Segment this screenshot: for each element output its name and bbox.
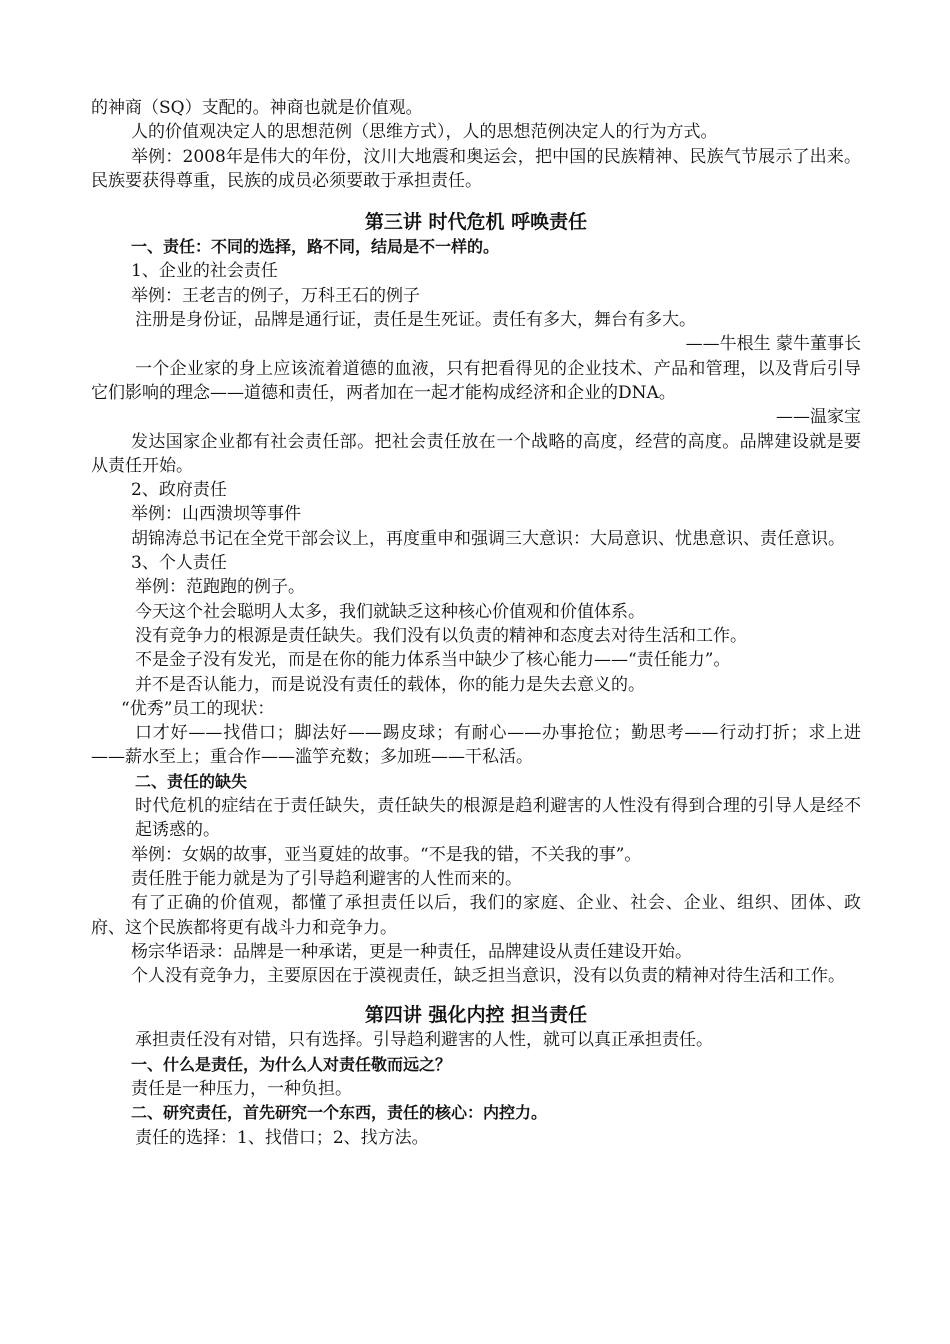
- company-example: 举例：王老吉的例子，万科王石的例子: [131, 285, 420, 306]
- today-society: 今天这个社会聪明人太多，我们就缺乏这种核心价值观和价值体系。: [135, 601, 645, 622]
- personal-responsibility: 3、个人责任: [131, 553, 227, 574]
- staff-behaviour-list: 口才好——找借口；脚法好——踢皮球；有耐心——办事抢位；勤思考——行动打折；求上进——薪水至上；重合作——滥竽充数；多加班——干私活。: [91, 723, 861, 768]
- lecture-4-intro: 承担责任没有对错，只有选择。引导趋利避害的人性，就可以真正承担责任。: [135, 1030, 713, 1051]
- lecture-3-title: 第三讲 时代危机 呼唤责任: [364, 211, 588, 234]
- intro-line-1: 的神商（SQ）支配的。神商也就是价值观。: [91, 98, 423, 118]
- root-cause: 没有竞争力的根源是责任缺失。我们没有以负责的精神和态度去对待生活和工作。: [135, 625, 747, 646]
- responsibility-pressure: 责任是一种压力，一种负担。: [131, 1078, 352, 1099]
- document-page: [91, 96, 861, 1150]
- quote-wen: 一个企业家的身上应该流着道德的血液，只有把看得见的企业技术、产品和管理，以及背后引导它们影响的理念——道德和责任，两者加在一起才能构成经济和企业的DNA。: [91, 358, 861, 403]
- hu-speech: 胡锦涛总书记在全党干部会议上，再度重申和强调三大意识：大局意识、忧患意识、责任意识。: [131, 528, 845, 549]
- yang-quote: 杨宗华语录：品牌是一种承诺，更是一种责任，品牌建设从责任建设开始。: [131, 941, 692, 962]
- lecture-3-section-2-heading: 二、责任的缺失: [135, 771, 248, 791]
- excellent-staff: “优秀”员工的现状：: [121, 698, 275, 719]
- correct-values: 有了正确的价值观，都懂了承担责任以后，我们的家庭、企业、社会、企业、组织、团体、政府、这个民族都将更有战斗力和竞争力。: [91, 893, 861, 938]
- company-responsibility: 1、企业的社会责任: [131, 261, 278, 282]
- lecture-3-section-1-heading: 一、责任：不同的选择，路不同，结局是不一样的。: [131, 237, 500, 257]
- quote-wen-attribution: ——温家宝: [776, 407, 861, 428]
- gold-not-shining: 不是金子没有发光，而是在你的能力体系当中缺少了核心能力——“责任能力”。: [135, 650, 731, 671]
- lecture-4-heading-1: 一、什么是责任，为什么人对责任敬而远之？: [131, 1054, 452, 1074]
- government-responsibility: 2、政府责任: [131, 480, 227, 501]
- intro-line-2: 人的价值观决定人的思想范例（思维方式），人的思想范例决定人的行为方式。: [131, 122, 718, 143]
- intro-line-3: 举例：2008年是伟大的年份，汶川大地震和奥运会，把中国的民族精神、民族气节展示了出来。民族要获得尊重，民族的成员必须要敢于承担责任。: [91, 146, 861, 191]
- eve-example: 举例：女娲的故事，亚当夏娃的故事。“不是我的错，不关我的事”。: [131, 844, 642, 865]
- not-deny-ability: 并不是否认能力，而是说没有责任的载体，你的能力是失去意义的。: [135, 674, 645, 695]
- lecture-4-title: 第四讲 强化内控 担当责任: [364, 1004, 588, 1027]
- responsibility-choice: 责任的选择：1、找借口；2、找方法。: [135, 1127, 429, 1148]
- personal-example: 举例：范跑跑的例子。: [135, 577, 305, 598]
- responsibility-beyond-ability: 责任胜于能力就是为了引导趋利避害的人性而来的。: [131, 868, 522, 889]
- developed-countries: 发达国家企业都有社会责任部。把社会责任放在一个战略的高度，经营的高度。品牌建设就是要从责任开始。: [91, 431, 861, 476]
- lecture-4-heading-2: 二、研究责任，首先研究一个东西，责任的核心：内控力。: [131, 1103, 548, 1123]
- quote-niu: 注册是身份证，品牌是通行证，责任是生死证。责任有多大，舞台有多大。: [135, 310, 696, 331]
- quote-niu-attribution: ——牛根生 蒙牛董事长: [685, 334, 861, 355]
- individual-competitiveness: 个人没有竞争力，主要原因在于漠视责任，缺乏担当意识，没有以负责的精神对待生活和工作。: [131, 966, 845, 987]
- crisis-cause: 时代危机的症结在于责任缺失，责任缺失的根源是趋利避害的人性没有得到合理的引导人是经不起诱惑的。: [135, 796, 861, 841]
- government-example: 举例：山西溃坝等事件: [131, 504, 301, 525]
